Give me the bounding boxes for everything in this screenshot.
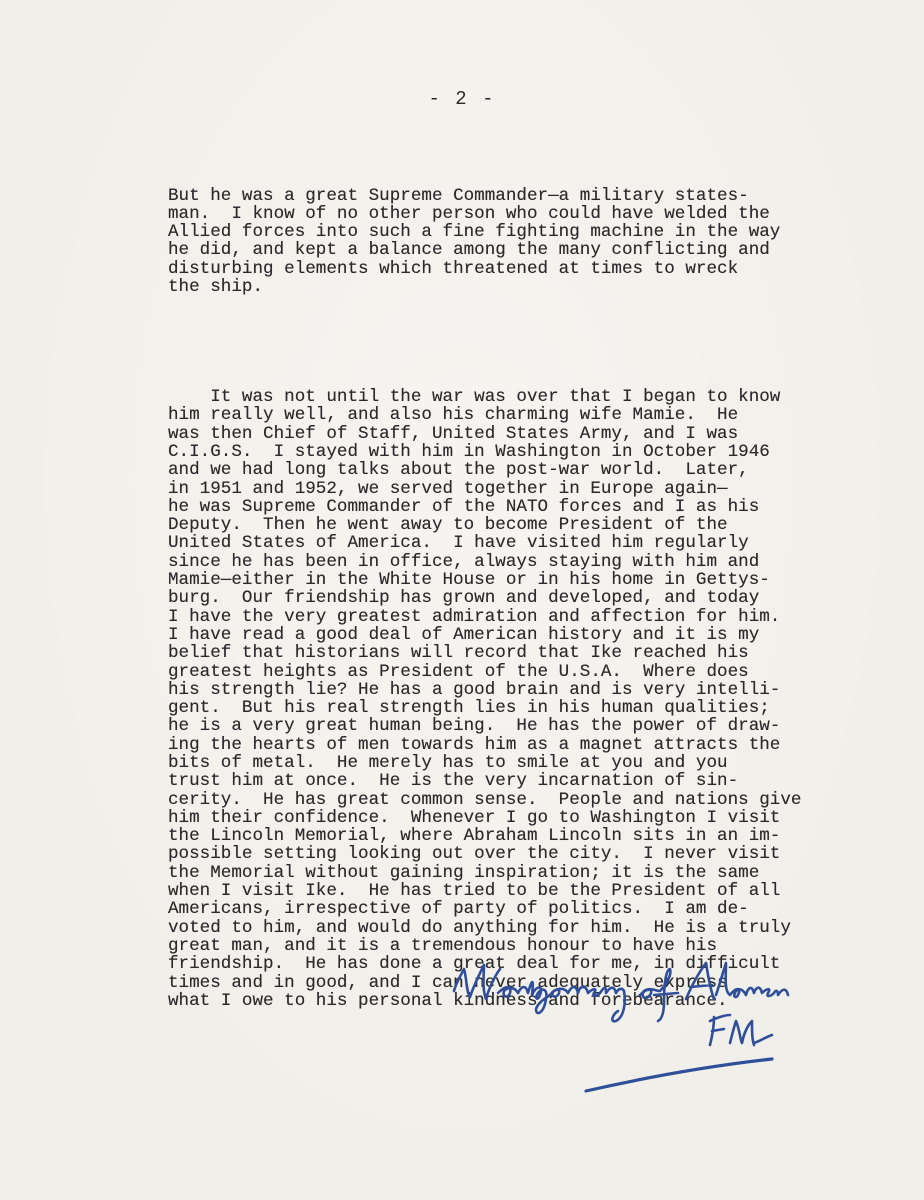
text-line: Mamie—either in the White House or in his home in Gettys- <box>168 570 770 591</box>
text-line: he was Supreme Commander of the NATO forces and I as his <box>168 496 760 517</box>
text-line: was then Chief of Staff, United States Army, and I was <box>168 423 739 444</box>
text-line: Allied forces into such a fine fighting machine in the way <box>168 222 781 243</box>
text-line: and we had long talks about the post-war world. Later, <box>168 460 749 481</box>
text-line: possible setting looking out over the city. I never visit <box>168 844 781 865</box>
text-line: greatest heights as President of the U.S.A. Where does <box>168 661 749 682</box>
text-line: burg. Our friendship has grown and developed, and today <box>168 588 760 609</box>
text-line: I have read a good deal of American history and it is my <box>168 624 760 645</box>
text-line: he did, and kept a balance among the many conflicting and <box>168 240 770 261</box>
text-line: cerity. He has great common sense. People and nations give <box>168 789 802 810</box>
text-line: man. I know of no other person who could have welded the <box>168 203 770 224</box>
text-line: Deputy. Then he went away to become President of the <box>168 515 728 536</box>
text-line: friendship. He has done a great deal for me, in difficult <box>168 954 781 975</box>
text-line: the Lincoln Memorial, where Abraham Lincoln sits in an im- <box>168 826 781 847</box>
handwritten-signature <box>440 955 800 1095</box>
text-line: disturbing elements which threatened at times to wreck <box>168 258 739 279</box>
text-line: belief that historians will record that Ike reached his <box>168 643 749 664</box>
text-line: But he was a great Supreme Commander—a military states- <box>168 185 749 206</box>
text-line: him really well, and also his charming wife Mamie. He <box>168 405 739 426</box>
text-line: times and in good, and I can never adequately express <box>168 972 728 993</box>
text-line: his strength lie? He has a good brain and is very intelli- <box>168 679 781 700</box>
text-line: voted to him, and would do anything for him. He is a truly <box>168 917 791 938</box>
text-line: since he has been in office, always staying with him and <box>168 551 760 572</box>
text-line: It was not until the war was over that I began to know <box>168 387 781 408</box>
signature-drawing <box>440 955 800 1095</box>
text-line: he is a very great human being. He has the power of draw- <box>168 716 781 737</box>
paragraph-2 <box>168 351 828 1046</box>
text-line: Americans, irrespective of party of politics. I am de- <box>168 899 749 920</box>
signature-strokes <box>454 963 788 1091</box>
text-line: gent. But his real strength lies in his human qualities; <box>168 698 770 719</box>
text-line: United States of America. I have visited him regularly <box>168 533 749 554</box>
text-line: what I owe to his personal kindness and forebearance. <box>168 990 728 1011</box>
text-line: him their confidence. Whenever I go to Washington I visit <box>168 807 781 828</box>
text-line: the ship. <box>168 277 264 298</box>
letter-body <box>168 150 828 1047</box>
text-line: C.I.G.S. I stayed with him in Washington in October 1946 <box>168 441 770 462</box>
text-line: in 1951 and 1952, we served together in Europe again— <box>168 478 728 499</box>
text-line: ing the hearts of men towards him as a magnet attracts the <box>168 734 781 755</box>
page-number: - 2 - <box>428 88 496 110</box>
text-line: bits of metal. He merely has to smile at you and you <box>168 753 728 773</box>
paragraph-1 <box>168 150 828 333</box>
text-line: trust him at once. He is the very incarnation of sin- <box>168 771 739 792</box>
text-line: I have the very greatest admiration and affection for him. <box>168 606 781 627</box>
text-line: great man, and it is a tremendous honour to have his <box>168 935 718 956</box>
text-line: when I visit Ike. He has tried to be the President of all <box>168 881 781 902</box>
text-line: the Memorial without gaining inspiration; it is the same <box>168 862 760 883</box>
